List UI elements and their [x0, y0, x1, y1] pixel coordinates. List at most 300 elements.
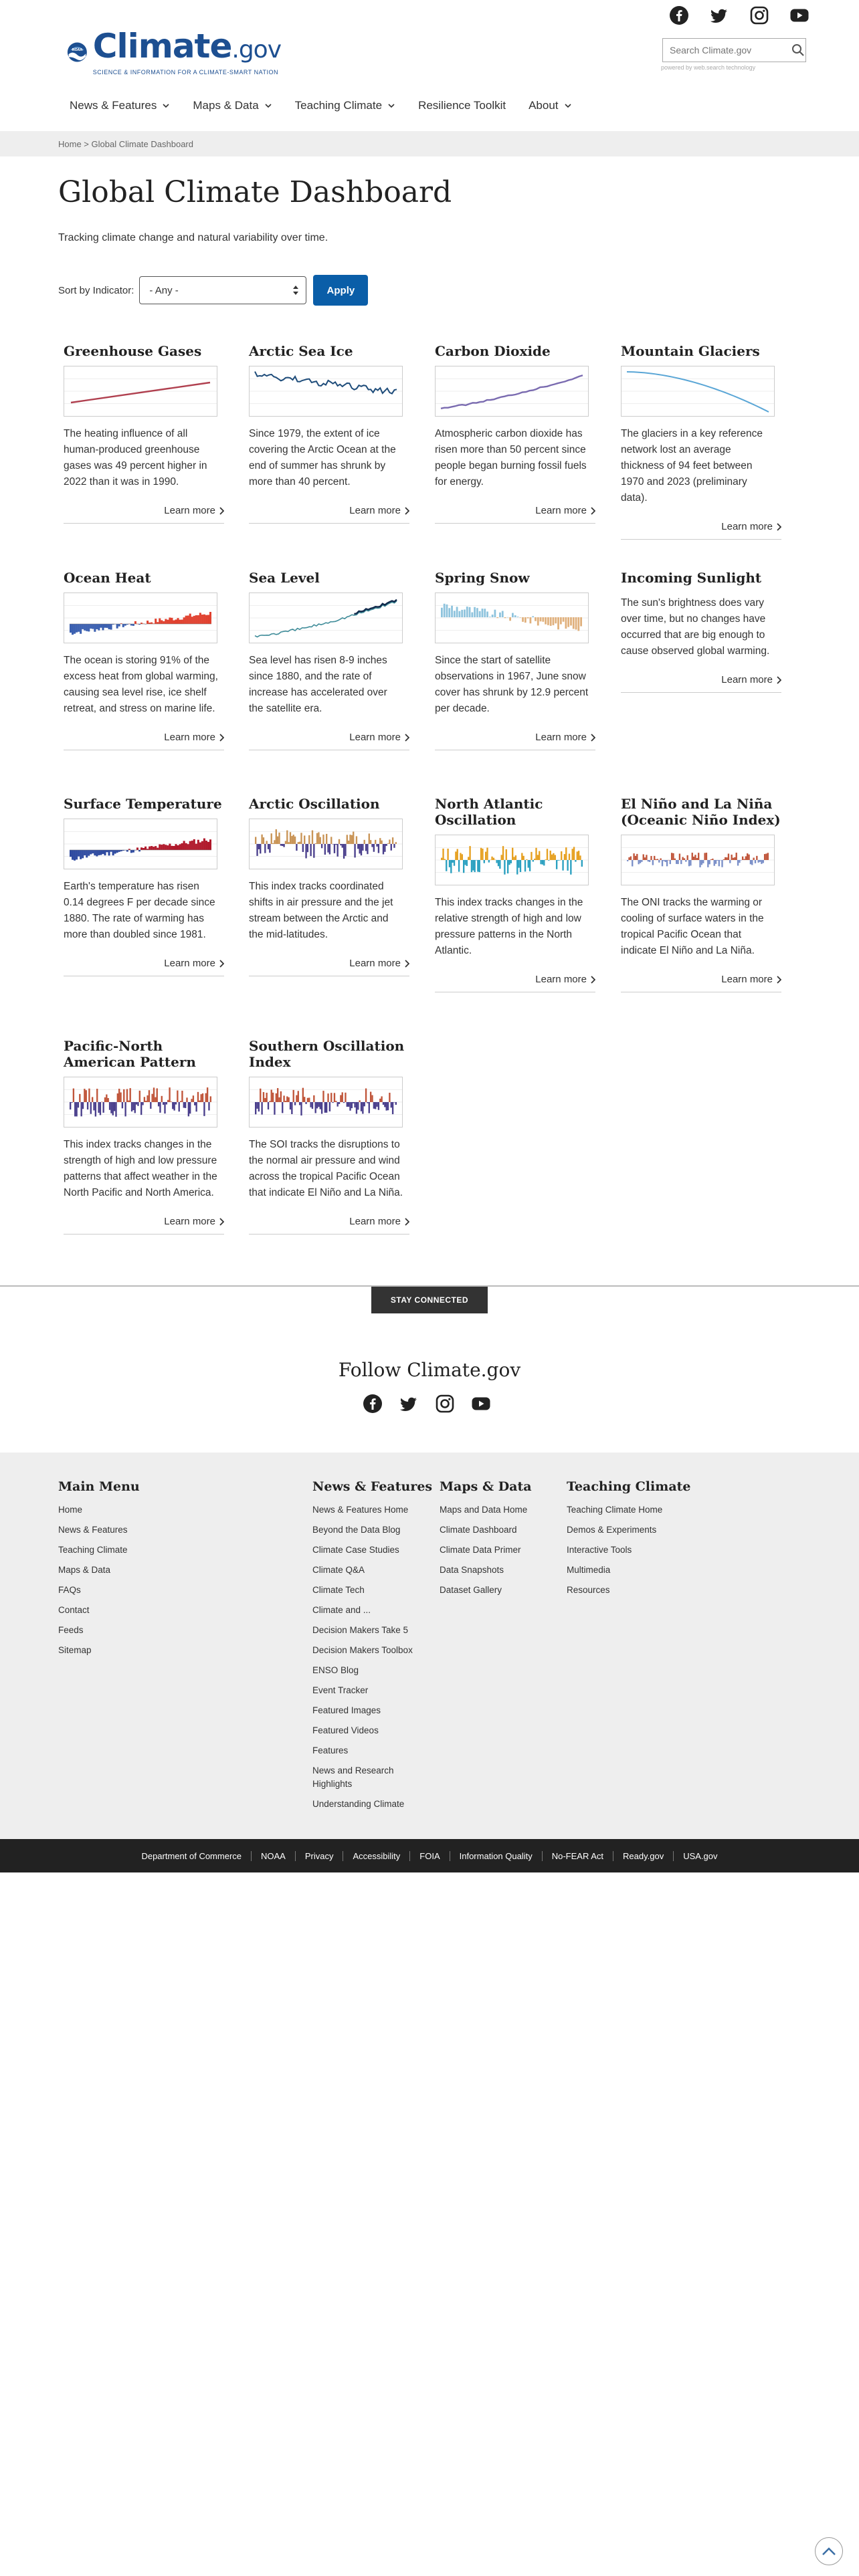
footer-link[interactable]: Decision Makers Take 5 [312, 1625, 409, 1635]
youtube-link[interactable] [788, 4, 811, 27]
chart-bar [137, 1102, 138, 1106]
chart-bar [167, 1100, 169, 1102]
chart-bar [298, 842, 299, 844]
chart-bar [195, 1102, 197, 1111]
chart-bar [334, 1093, 335, 1102]
chart-bar [492, 615, 494, 617]
card-title[interactable]: Spring Snow [435, 570, 530, 586]
chart-bar [114, 1102, 115, 1111]
chart-bar [494, 860, 496, 861]
chart-bar [285, 1101, 286, 1102]
chart-bar [187, 844, 189, 850]
chart-bar [98, 850, 100, 855]
chart-bar [104, 850, 106, 855]
follow-youtube-link[interactable] [470, 1392, 492, 1415]
card-thumbnail-chart[interactable] [249, 593, 403, 643]
chart-bar [444, 859, 446, 860]
bottom-link[interactable]: USA.gov [673, 1851, 727, 1861]
chart-bar [208, 1102, 209, 1111]
bottom-link[interactable]: Accessibility [343, 1851, 409, 1861]
card-description: The ONI tracks the warming or cooling of surface waters in the tropical Pacific Ocean that indicate El Niño and La Niña. [621, 897, 764, 956]
chart-bar [315, 1102, 316, 1113]
chart-bar [526, 859, 527, 860]
footer-link[interactable]: Features [312, 1745, 349, 1755]
chart-bar [662, 860, 663, 866]
card-thumbnail-chart[interactable] [621, 835, 775, 885]
chevron-right-icon [404, 1218, 409, 1226]
chart-bar [553, 617, 555, 625]
stay-connected-button[interactable]: STAY CONNECTED [371, 1287, 488, 1313]
card-thumbnail-chart[interactable] [621, 366, 775, 417]
indicator-card-southern-oscillation-index [249, 1038, 409, 1235]
footer-link[interactable]: Demos & Experiments [567, 1525, 657, 1535]
chart-bar [548, 860, 549, 861]
chart-bar [532, 616, 534, 617]
chart-bar [573, 617, 575, 629]
card-thumbnail-chart[interactable] [435, 593, 589, 643]
chart-bar [155, 619, 157, 624]
chart-bar [530, 617, 532, 623]
footer-link[interactable]: Featured Videos [312, 1725, 379, 1735]
chart-bar [524, 617, 527, 623]
chart-bar [720, 860, 721, 861]
chart-bar [118, 624, 120, 627]
svg-text:NOAA: NOAA [72, 48, 83, 52]
footer-link[interactable]: News & Features Home [312, 1505, 409, 1515]
follow-twitter-link[interactable] [397, 1392, 420, 1415]
chart-bar [186, 1097, 187, 1102]
bottom-link[interactable]: Information Quality [450, 1851, 542, 1861]
card-title[interactable]: Arctic Sea Ice [249, 343, 353, 359]
chart-bar [132, 624, 134, 626]
chart-bar [145, 847, 147, 850]
indicator-card-el-ni-o-and-la-ni-a-oceanic-ni-o-index [621, 796, 781, 992]
card-thumbnail-chart[interactable] [64, 366, 217, 417]
chart-bar [299, 842, 300, 844]
chart-line [255, 372, 397, 394]
chart-bar [87, 1102, 88, 1109]
learn-more-link[interactable] [64, 958, 224, 976]
bottom-link[interactable]: NOAA [251, 1851, 295, 1861]
learn-more-link[interactable] [64, 1216, 224, 1235]
chart-bar [340, 1095, 341, 1102]
twitter-link[interactable] [708, 4, 731, 27]
card-description: Sea level has risen 8-9 inches since 1880, and the rate of increase has accelerated over the satellite era. [249, 655, 387, 714]
chart-bar [166, 1102, 167, 1105]
chart-bar [256, 844, 258, 856]
chart-bar [142, 848, 145, 850]
chart-bar [704, 853, 705, 860]
chart-bar [181, 1091, 183, 1102]
card-thumbnail-chart[interactable] [435, 366, 589, 417]
chart-bar [361, 1102, 362, 1111]
nav-item-label: News & Features [70, 99, 157, 112]
chart-bar [291, 836, 292, 844]
chevron-down-icon [162, 102, 170, 110]
chart-bar [320, 837, 321, 844]
logo-name: Climate [92, 27, 232, 66]
chart-bar [304, 835, 305, 844]
chart-bar [715, 860, 717, 864]
chart-bar [457, 849, 458, 860]
nav-item-news-features[interactable] [70, 99, 170, 112]
chart-bar [537, 855, 539, 860]
indicator-card-sea-level [249, 570, 409, 750]
chart-bar [761, 860, 762, 864]
chart-bar [345, 844, 346, 856]
footer-link[interactable]: Teaching Climate Home [567, 1505, 663, 1515]
chart-bar [283, 844, 284, 847]
chart-bar [466, 607, 468, 617]
chart-bar [685, 860, 686, 862]
chart-bar [172, 1102, 173, 1109]
back-to-top-button[interactable] [815, 2537, 843, 2565]
chart-bar [108, 850, 110, 855]
chart-bar [147, 1095, 148, 1102]
chart-bar [110, 1102, 112, 1113]
chart-bar [464, 860, 466, 865]
chart-bar [126, 850, 128, 852]
search-button[interactable] [791, 39, 805, 62]
learn-more-link[interactable] [435, 732, 595, 750]
footer-link[interactable]: Event Tracker [312, 1685, 369, 1695]
nav-item-resilience-toolkit[interactable] [418, 99, 506, 112]
chart-bar [553, 853, 554, 860]
card-title[interactable]: Ocean Heat [64, 570, 151, 586]
footer-link[interactable]: Maps & Data [58, 1565, 111, 1575]
footer-link[interactable]: Climate Q&A [312, 1565, 365, 1575]
chart-bar [189, 841, 191, 850]
chart-bar [562, 860, 563, 871]
chart-bar [381, 841, 382, 844]
chart-bar [575, 860, 576, 862]
learn-more-link[interactable] [249, 505, 409, 524]
sort-indicator-select[interactable] [139, 276, 306, 304]
chart-bar [764, 854, 765, 860]
chart-bar [337, 844, 338, 857]
chart-bar [106, 1095, 107, 1102]
nav-item-maps-data[interactable] [193, 99, 272, 112]
chart-bar [149, 1090, 150, 1102]
card-thumbnail-chart[interactable] [249, 366, 403, 417]
footer-link[interactable]: Data Snapshots [440, 1565, 504, 1575]
chart-bar [157, 1088, 158, 1102]
chart-bar [269, 844, 270, 853]
chart-bar [330, 1093, 332, 1102]
chart-bar [149, 623, 151, 624]
chart-bar [484, 609, 486, 617]
thumbnail-graph [250, 366, 402, 416]
chart-bar [205, 615, 207, 624]
card-description: This index tracks changes in the strength of high and low pressure patterns that affect weather in the North Pacific and North America. [64, 1139, 217, 1198]
chart-bar [130, 1088, 131, 1102]
footer-link[interactable]: FAQs [58, 1585, 81, 1595]
card-title[interactable]: Southern Oscillation Index [249, 1038, 405, 1070]
chart-bar [171, 846, 173, 850]
indicator-card-incoming-sunlight [621, 570, 781, 693]
chart-bar [513, 857, 514, 860]
chart-bar [70, 624, 72, 633]
chart-bar [750, 860, 751, 864]
chart-bar [657, 859, 658, 860]
chart-bar [510, 860, 512, 863]
learn-more-label: Learn more [349, 732, 401, 743]
chart-bar [460, 853, 461, 860]
chart-bar [159, 1102, 161, 1113]
footer-link[interactable]: Climate Data Primer [440, 1545, 521, 1555]
chart-bar [169, 844, 171, 850]
follow-instagram-link[interactable] [434, 1392, 456, 1415]
facebook-link[interactable] [668, 4, 690, 27]
chart-bar [521, 853, 522, 860]
chart-bar [84, 1089, 85, 1102]
chart-bar [70, 1102, 71, 1109]
card-thumbnail-chart[interactable] [435, 835, 589, 885]
chart-bar [164, 1102, 165, 1113]
card-title[interactable]: Incoming Sunlight [621, 570, 762, 586]
card-thumbnail-chart[interactable] [64, 819, 217, 869]
chart-bar [199, 613, 201, 624]
footer-link[interactable]: ENSO Blog [312, 1665, 359, 1675]
chart-bar [307, 844, 308, 852]
learn-more-label: Learn more [535, 505, 587, 516]
chart-bar [354, 844, 355, 857]
learn-more-link[interactable] [621, 974, 781, 992]
card-thumbnail-chart[interactable] [249, 1077, 403, 1128]
footer-link[interactable]: News and Research Highlights [312, 1765, 394, 1789]
chart-bar [369, 1102, 370, 1113]
chevron-right-icon [219, 1218, 224, 1226]
footer-link[interactable]: Featured Images [312, 1705, 381, 1715]
chart-bar [567, 860, 568, 871]
chart-bar [195, 615, 197, 624]
chart-bar [395, 1102, 397, 1105]
climate-gov-logo[interactable] [67, 25, 281, 79]
card-title[interactable]: North Atlantic Oscillation [435, 796, 543, 828]
nav-item-label: Resilience Toolkit [418, 99, 506, 112]
card-thumbnail-chart[interactable] [64, 593, 217, 643]
chart-bar [719, 860, 720, 866]
chart-bar [486, 848, 488, 860]
footer-link[interactable]: Dataset Gallery [440, 1585, 502, 1595]
chart-bar [145, 1101, 147, 1102]
chart-bar [82, 850, 84, 858]
chart-bar [342, 1092, 343, 1102]
chart-bar [567, 617, 569, 627]
chart-bar [367, 1102, 368, 1103]
footer-link[interactable]: Climate Case Studies [312, 1545, 399, 1555]
chart-bar [734, 857, 735, 860]
chart-bar [509, 617, 511, 621]
chart-bar [193, 616, 195, 624]
chart-bar [688, 860, 690, 866]
chart-bar [272, 1093, 274, 1102]
chart-bar [387, 1102, 389, 1110]
chart-bar [153, 847, 155, 850]
learn-more-link[interactable] [249, 1216, 409, 1235]
chart-bar [185, 616, 187, 624]
chart-bar [80, 850, 82, 859]
footer-link[interactable]: Contact [58, 1605, 90, 1615]
chart-bar [122, 624, 124, 627]
chart-bar [258, 1102, 260, 1111]
chart-bar [92, 1097, 93, 1102]
footer-link[interactable]: News & Features [58, 1525, 128, 1535]
nav-item-label: Teaching Climate [294, 99, 383, 112]
thumbnail-graph [64, 593, 217, 643]
footer-column-maps-data [440, 1479, 532, 1604]
chart-bar [670, 860, 671, 864]
footer-link[interactable]: Climate and ... [312, 1605, 371, 1615]
chart-bar [255, 1102, 256, 1114]
chart-bar [134, 1102, 136, 1113]
learn-more-link[interactable] [435, 974, 595, 992]
chart-bar [482, 609, 484, 617]
chart-bar [173, 846, 175, 850]
chart-bar [504, 617, 506, 618]
learn-more-link[interactable] [64, 732, 224, 750]
site-header [0, 0, 859, 131]
bottom-link[interactable]: Privacy [295, 1851, 343, 1861]
chart-bar [128, 1101, 129, 1102]
footer-link[interactable]: Understanding Climate [312, 1799, 405, 1809]
chart-bar [82, 1102, 84, 1109]
chart-bar [197, 840, 199, 850]
footer-link[interactable]: Maps and Data Home [440, 1505, 528, 1515]
chart-bar [682, 857, 683, 860]
footer-link[interactable]: Multimedia [567, 1565, 611, 1575]
chart-bar [155, 1097, 156, 1102]
chart-bar [296, 844, 297, 851]
sort-label: Sort by Indicator: [58, 284, 134, 296]
footer-link[interactable]: Resources [567, 1585, 610, 1595]
chart-bar [633, 853, 634, 860]
card-title[interactable]: Greenhouse Gases [64, 343, 202, 359]
chevron-down-icon [387, 102, 395, 110]
chart-bar [490, 860, 491, 861]
card-description: The SOI tracks the disruptions to the normal air pressure and wind across the tropical Pacific Ocean that indicate El Niño and La Niña. [249, 1139, 403, 1198]
chart-bar [387, 843, 389, 844]
chart-bar [444, 604, 446, 617]
chart-bar [201, 1094, 202, 1102]
chart-bar [674, 859, 676, 860]
chart-bar [266, 1093, 267, 1102]
card-title[interactable]: Arctic Oscillation [249, 796, 380, 812]
footer-link[interactable]: Teaching Climate [58, 1545, 128, 1555]
breadcrumb-home[interactable]: Home [58, 139, 82, 149]
nav-item-about[interactable] [529, 99, 571, 112]
search-input[interactable] [663, 39, 791, 62]
chart-bar [298, 1091, 299, 1102]
chart-bar [356, 1102, 357, 1113]
chart-bar [502, 846, 504, 860]
footer-link[interactable]: Beyond the Data Blog [312, 1525, 401, 1535]
chart-bar [274, 1102, 275, 1115]
card-title[interactable]: Mountain Glaciers [621, 343, 760, 359]
chart-bar [210, 1096, 211, 1102]
chart-bar [324, 844, 326, 855]
chart-bar [349, 1102, 351, 1111]
footer-link[interactable]: Home [58, 1505, 83, 1515]
learn-more-link[interactable] [249, 732, 409, 750]
chart-bar [124, 624, 126, 626]
bottom-link[interactable]: Department of Commerce [141, 1850, 242, 1861]
chevron-right-icon [590, 976, 595, 984]
instagram-link[interactable] [748, 4, 771, 27]
chart-bar [312, 831, 313, 844]
chart-bar [72, 850, 74, 860]
chart-bar [342, 844, 343, 848]
card-thumbnail-chart[interactable] [249, 819, 403, 869]
bottom-link[interactable]: Ready.gov [613, 1851, 673, 1861]
breadcrumb-separator: > [81, 139, 92, 149]
footer-link[interactable]: Decision Makers Toolbox [312, 1645, 413, 1655]
sort-row [58, 275, 368, 306]
chart-bar [447, 849, 448, 860]
chart-bar [78, 850, 80, 857]
apply-button[interactable]: Apply [313, 275, 368, 306]
learn-more-label: Learn more [164, 505, 215, 516]
learn-more-link[interactable] [621, 521, 781, 540]
footer-link[interactable]: Sitemap [58, 1645, 92, 1655]
chart-bar [167, 845, 169, 850]
footer-link[interactable]: Feeds [58, 1625, 84, 1635]
chart-bar [263, 1092, 264, 1102]
card-title[interactable]: El Niño and La Niña (Oceanic Niño Index) [621, 796, 781, 828]
card-title[interactable]: Carbon Dioxide [435, 343, 551, 359]
chart-bar [199, 843, 201, 850]
thumbnail-graph [622, 835, 774, 885]
chart-bar [508, 860, 510, 865]
chart-bar [550, 617, 552, 626]
chart-bar [512, 848, 513, 860]
learn-more-link[interactable] [249, 958, 409, 976]
chart-bar [496, 860, 497, 863]
card-title[interactable]: Sea Level [249, 570, 320, 586]
bottom-link[interactable]: FOIA [409, 1851, 449, 1861]
learn-more-link[interactable] [64, 505, 224, 524]
footer-link[interactable]: Interactive Tools [567, 1545, 632, 1555]
chart-bar [733, 858, 734, 860]
chart-bar [189, 614, 191, 624]
chart-bar [155, 846, 157, 850]
chart-bar [304, 1097, 305, 1102]
follow-facebook-link[interactable] [361, 1392, 384, 1415]
card-thumbnail-chart[interactable] [64, 1077, 217, 1128]
card-title[interactable]: Surface Temperature [64, 796, 222, 812]
nav-item-teaching-climate[interactable] [295, 99, 395, 112]
chart-bar [448, 608, 450, 617]
learn-more-link[interactable] [621, 674, 781, 693]
chart-bar [255, 837, 256, 844]
footer-link[interactable]: Climate Tech [312, 1585, 365, 1595]
chart-bar [124, 1102, 126, 1116]
learn-more-link[interactable] [435, 505, 595, 524]
card-title[interactable]: Pacific-North American Pattern [64, 1038, 196, 1070]
chart-bar [100, 850, 102, 855]
chart-bar [551, 855, 553, 860]
chevron-down-icon [264, 102, 272, 110]
chart-bar [294, 1102, 296, 1105]
chart-bar [504, 860, 505, 875]
chart-bar [132, 1102, 134, 1110]
chart-bar [696, 858, 698, 860]
chart-bar [106, 850, 108, 852]
chart-bar [106, 624, 108, 628]
chart-bar [193, 839, 195, 850]
bottom-link[interactable]: No-FEAR Act [542, 1851, 613, 1861]
footer-link[interactable]: Climate Dashboard [440, 1525, 517, 1535]
